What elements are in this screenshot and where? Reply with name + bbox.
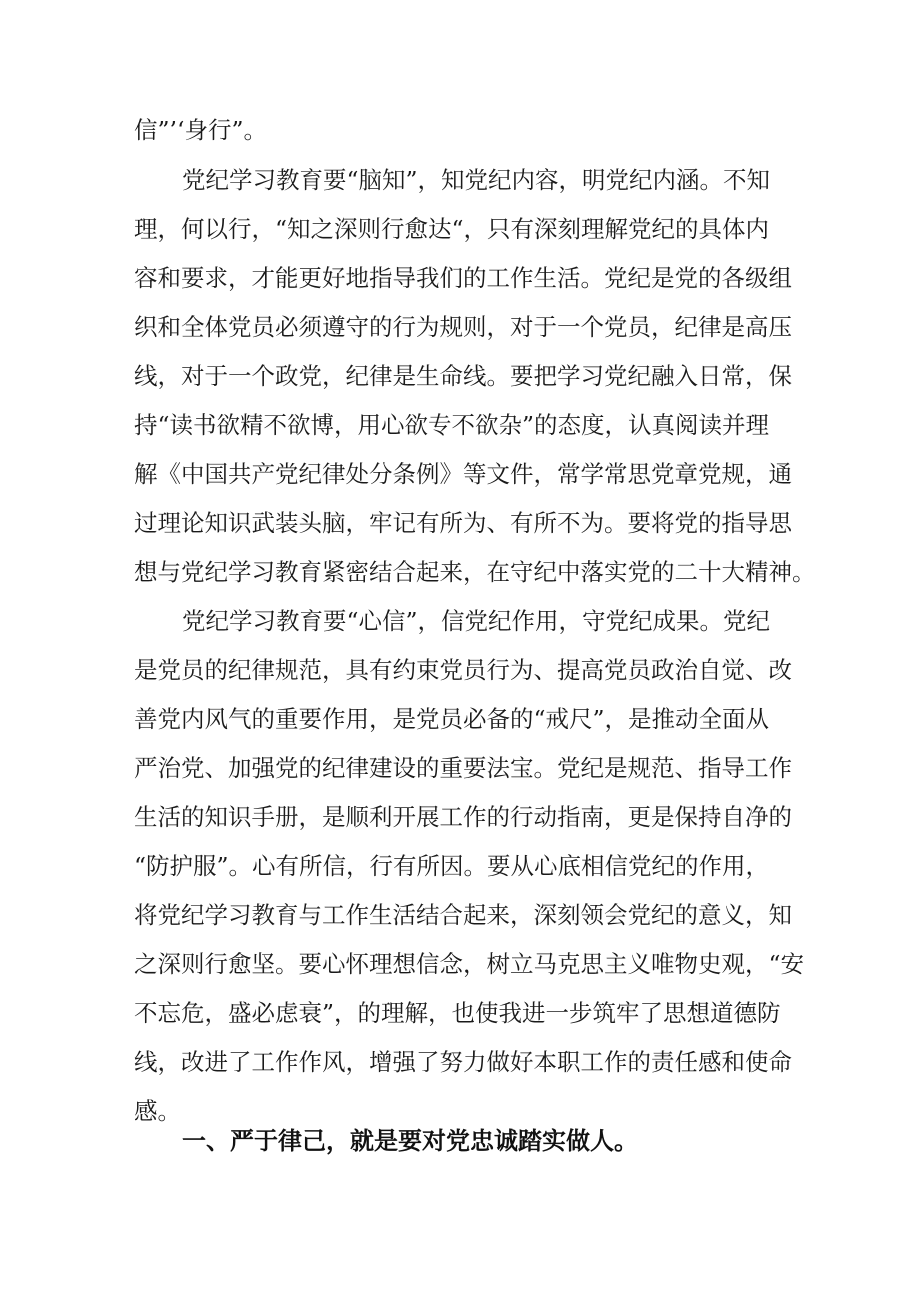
- text-line: 不忘危，盛必虑衰”，的理解，也使我进一步筑牢了思想道德防: [134, 999, 781, 1027]
- text-line: 党纪学习教育要“心信”，信党纪作用，守党纪成果。党纪: [182, 607, 771, 635]
- text-line: 线，改进了工作作风，增强了努力做好本职工作的责任感和使命: [134, 1048, 792, 1076]
- text-line: 善党内风气的重要作用，是党员必备的“戒尺”，是推动全面从: [134, 705, 770, 733]
- text-line: 过理论知识武装头脑，牢记有所为、有所不为。要将党的指导思: [134, 509, 792, 537]
- text-line: 信”’‘身行”。: [134, 116, 267, 144]
- text-line: “防护服”。心有所信，行有所因。要从心底相信党纪的作用，: [134, 852, 770, 880]
- text-line: 容和要求，才能更好地指导我们的工作生活。党纪是党的各级组: [134, 264, 792, 292]
- text-line: 党纪学习教育要“脑知”，知党纪内容，明党纪内涵。不知: [182, 166, 771, 194]
- text-line: 是党员的纪律规范，具有约束党员行为、提高党员政治自觉、改: [134, 656, 792, 684]
- text-line: 解《中国共产党纪律处分条例》等文件，常学常思党章党规，通: [134, 460, 792, 488]
- text-line: 织和全体党员必须遵守的行为规则，对于一个党员，纪律是高压: [134, 313, 792, 341]
- text-line: 严治党、加强党的纪律建设的重要法宝。党纪是规范、指导工作: [134, 754, 792, 782]
- section-heading: 一、严于律己，就是要对党忠诚踏实做人。: [182, 1127, 638, 1155]
- text-line: 持“读书欲精不欲博，用心欲专不欲杂”的态度，认真阅读并理: [134, 411, 770, 439]
- text-line: 线，对于一个政党，纪律是生命线。要把学习党纪融入日常，保: [134, 362, 792, 390]
- text-line: 将党纪学习教育与工作生活结合起来，深刻领会党纪的意义，知: [134, 901, 792, 929]
- text-line: 感。: [134, 1097, 181, 1125]
- text-line: 生活的知识手册，是顺利开展工作的行动指南，更是保持自净的: [134, 803, 792, 831]
- text-line: 理，何以行，“知之深则行愈达“，只有深刻理解党纪的具体内: [134, 215, 770, 243]
- text-line: 想与党纪学习教育紧密结合起来，在守纪中落实党的二十大精神。: [134, 558, 816, 586]
- text-line: 之深则行愈坚。要心怀理想信念，树立马克思主义唯物史观，“安: [134, 950, 805, 978]
